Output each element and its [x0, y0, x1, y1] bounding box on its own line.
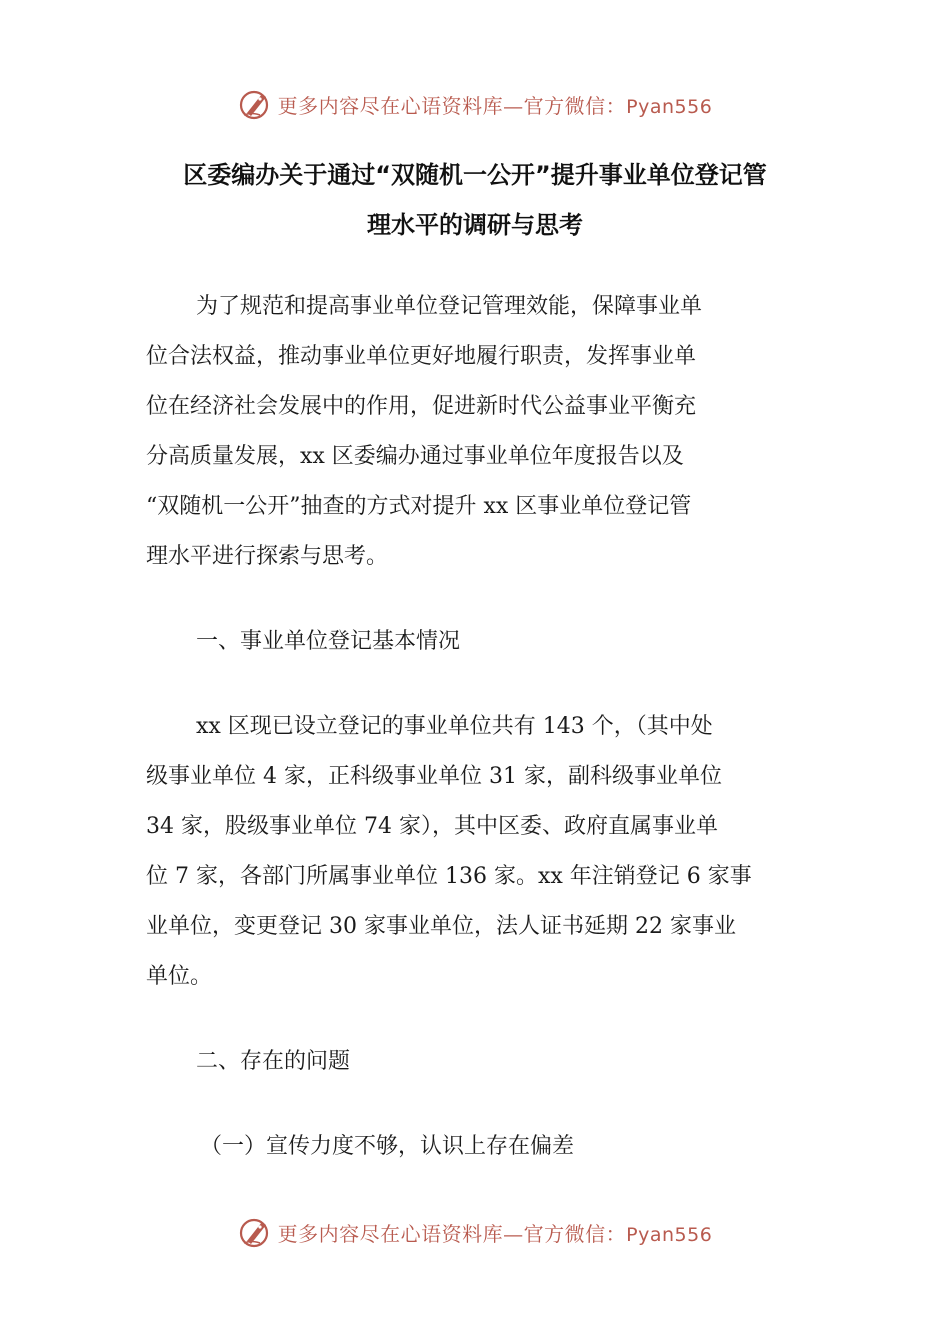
paragraph-line: 位 7 家，各部门所属事业单位 136 家。xx 年注销登记 6 家事: [146, 864, 752, 889]
pen-nib-circle-icon: [238, 86, 274, 122]
paragraph-line: 业单位，变更登记 30 家事业单位，法人证书延期 22 家事业: [146, 914, 736, 939]
watermark-text: 更多内容尽在心语资料库—官方微信：Pyan556: [277, 1221, 713, 1246]
paragraph-line: 为了规范和提高事业单位登记管理效能，保障事业单: [196, 294, 703, 319]
paragraph-line: 单位。: [146, 964, 213, 989]
section-heading-1: 一、事业单位登记基本情况: [196, 629, 461, 654]
paragraph-line: 位合法权益，推动事业单位更好地履行职责，发挥事业单: [146, 344, 697, 369]
footer-watermark: [0, 1212, 950, 1252]
pen-nib-circle-icon: [238, 1214, 274, 1250]
paragraph-line: 分高质量发展，xx 区委编办通过事业单位年度报告以及: [146, 444, 684, 469]
document-title-line-2: 理水平的调研与思考: [367, 211, 583, 239]
section1-paragraph: [146, 702, 808, 1002]
paragraph-line: 34 家，股级事业单位 74 家），其中区委、政府直属事业单: [146, 814, 718, 839]
subsection-heading: （一）宣传力度不够，认识上存在偏差: [200, 1134, 575, 1159]
paragraph-line: xx 区现已设立登记的事业单位共有 143 个，（其中处: [196, 714, 713, 739]
paragraph-line: “双随机一公开”抽查的方式对提升 xx 区事业单位登记管: [146, 494, 692, 519]
paragraph-line: 位在经济社会发展中的作用，促进新时代公益事业平衡充: [146, 394, 697, 419]
header-watermark: [0, 84, 950, 124]
paragraph-line: 理水平进行探索与思考。: [146, 544, 389, 569]
section-heading-2: 二、存在的问题: [196, 1049, 351, 1074]
paragraph-line: 级事业单位 4 家，正科级事业单位 31 家，副科级事业单位: [146, 764, 722, 789]
intro-paragraph: [146, 282, 808, 582]
document-title-line-1: 区委编办关于通过“双随机一公开”提升事业单位登记管: [183, 161, 767, 189]
watermark-text: 更多内容尽在心语资料库—官方微信：Pyan556: [277, 93, 713, 118]
